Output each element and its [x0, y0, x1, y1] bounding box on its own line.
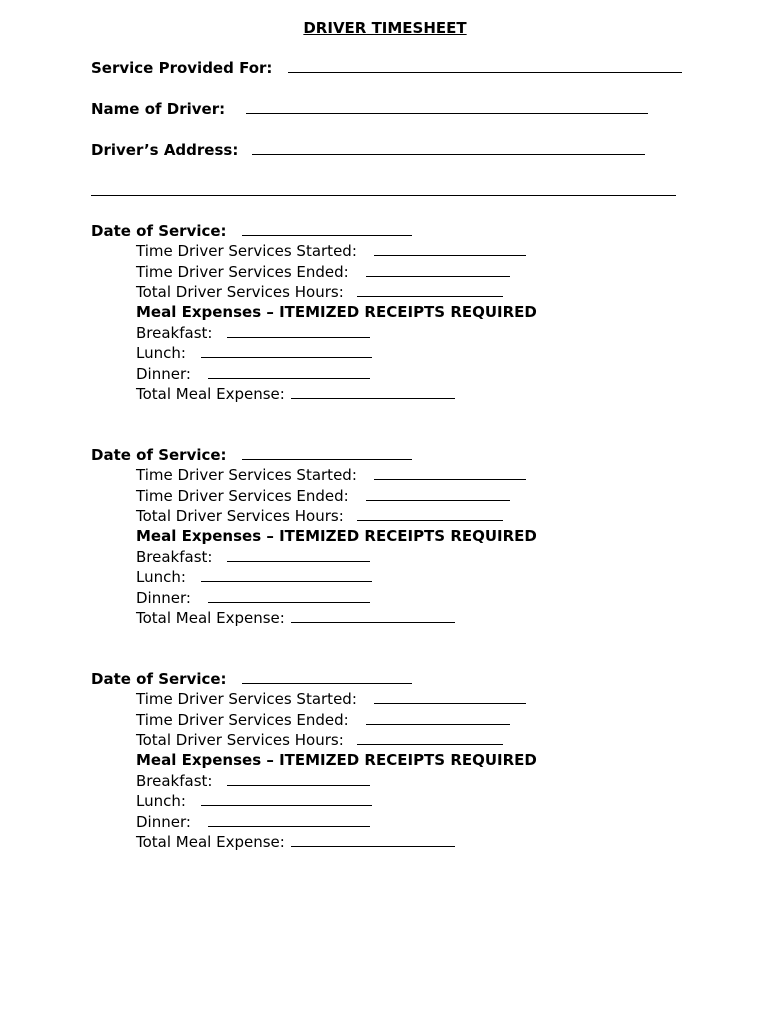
- driver-address-label: Driver’s Address:: [91, 141, 239, 159]
- total-meal-row: [136, 608, 455, 628]
- total-hours-label: Total Driver Services Hours:: [136, 283, 344, 301]
- dinner-label: Dinner:: [136, 365, 191, 383]
- time-started-field[interactable]: [374, 241, 526, 256]
- time-ended-field[interactable]: [366, 262, 510, 277]
- breakfast-label: Breakfast:: [136, 548, 213, 566]
- total-hours-field[interactable]: [357, 730, 503, 745]
- time-ended-row: [136, 486, 510, 506]
- time-ended-field[interactable]: [366, 486, 510, 501]
- time-started-label: Time Driver Services Started:: [136, 466, 357, 484]
- time-started-field[interactable]: [374, 465, 526, 480]
- dinner-label: Dinner:: [136, 813, 191, 831]
- date-of-service-row: [91, 669, 412, 689]
- lunch-label: Lunch:: [136, 792, 186, 810]
- dinner-row: [136, 812, 370, 832]
- lunch-row: [136, 791, 372, 811]
- breakfast-field[interactable]: [227, 771, 370, 786]
- time-started-field[interactable]: [374, 689, 526, 704]
- date-of-service-field[interactable]: [242, 221, 412, 236]
- driver-name-row: [91, 99, 648, 119]
- driver-address-row: [91, 140, 645, 160]
- total-meal-label: Total Meal Expense:: [136, 609, 285, 627]
- dinner-field[interactable]: [208, 364, 370, 379]
- time-started-row: [136, 689, 526, 709]
- date-of-service-row: [91, 445, 412, 465]
- time-started-row: [136, 465, 526, 485]
- date-of-service-row: [91, 221, 412, 241]
- total-meal-field[interactable]: [291, 832, 455, 847]
- breakfast-label: Breakfast:: [136, 772, 213, 790]
- time-started-label: Time Driver Services Started:: [136, 242, 357, 260]
- breakfast-row: [136, 323, 370, 343]
- total-hours-label: Total Driver Services Hours:: [136, 731, 344, 749]
- total-meal-label: Total Meal Expense:: [136, 385, 285, 403]
- total-meal-field[interactable]: [291, 384, 455, 399]
- time-started-row: [136, 241, 526, 261]
- time-ended-row: [136, 262, 510, 282]
- total-hours-row: [136, 730, 503, 750]
- driver-name-field[interactable]: [246, 99, 648, 114]
- breakfast-row: [136, 547, 370, 567]
- service-provided-for-row: [91, 58, 682, 78]
- total-meal-row: [136, 384, 455, 404]
- meal-expenses-heading: Meal Expenses – ITEMIZED RECEIPTS REQUIRED: [136, 527, 537, 545]
- document-title: DRIVER TIMESHEET: [303, 19, 467, 37]
- date-of-service-field[interactable]: [242, 669, 412, 684]
- dinner-label: Dinner:: [136, 589, 191, 607]
- time-started-label: Time Driver Services Started:: [136, 690, 357, 708]
- breakfast-field[interactable]: [227, 323, 370, 338]
- total-hours-row: [136, 282, 503, 302]
- dinner-field[interactable]: [208, 812, 370, 827]
- dinner-row: [136, 364, 370, 384]
- time-ended-row: [136, 710, 510, 730]
- total-hours-label: Total Driver Services Hours:: [136, 507, 344, 525]
- time-ended-field[interactable]: [366, 710, 510, 725]
- time-ended-label: Time Driver Services Ended:: [136, 263, 349, 281]
- total-meal-label: Total Meal Expense:: [136, 833, 285, 851]
- total-hours-field[interactable]: [357, 282, 503, 297]
- breakfast-row: [136, 771, 370, 791]
- meal-expenses-heading: Meal Expenses – ITEMIZED RECEIPTS REQUIRED: [136, 303, 537, 321]
- total-meal-field[interactable]: [291, 608, 455, 623]
- dinner-row: [136, 588, 370, 608]
- breakfast-label: Breakfast:: [136, 324, 213, 342]
- total-hours-field[interactable]: [357, 506, 503, 521]
- lunch-row: [136, 567, 372, 587]
- total-hours-row: [136, 506, 503, 526]
- lunch-field[interactable]: [201, 791, 372, 806]
- breakfast-field[interactable]: [227, 547, 370, 562]
- lunch-label: Lunch:: [136, 344, 186, 362]
- date-of-service-label: Date of Service:: [91, 222, 227, 240]
- lunch-field[interactable]: [201, 343, 372, 358]
- driver-name-label: Name of Driver:: [91, 100, 226, 118]
- lunch-field[interactable]: [201, 567, 372, 582]
- date-of-service-label: Date of Service:: [91, 670, 227, 688]
- date-of-service-label: Date of Service:: [91, 446, 227, 464]
- lunch-label: Lunch:: [136, 568, 186, 586]
- service-provided-for-label: Service Provided For:: [91, 59, 273, 77]
- time-ended-label: Time Driver Services Ended:: [136, 487, 349, 505]
- time-ended-label: Time Driver Services Ended:: [136, 711, 349, 729]
- lunch-row: [136, 343, 372, 363]
- driver-address-line-2[interactable]: [91, 195, 676, 196]
- meal-expenses-heading: Meal Expenses – ITEMIZED RECEIPTS REQUIRED: [136, 751, 537, 769]
- total-meal-row: [136, 832, 455, 852]
- service-provided-for-field[interactable]: [288, 58, 682, 73]
- date-of-service-field[interactable]: [242, 445, 412, 460]
- dinner-field[interactable]: [208, 588, 370, 603]
- driver-address-field[interactable]: [252, 140, 645, 155]
